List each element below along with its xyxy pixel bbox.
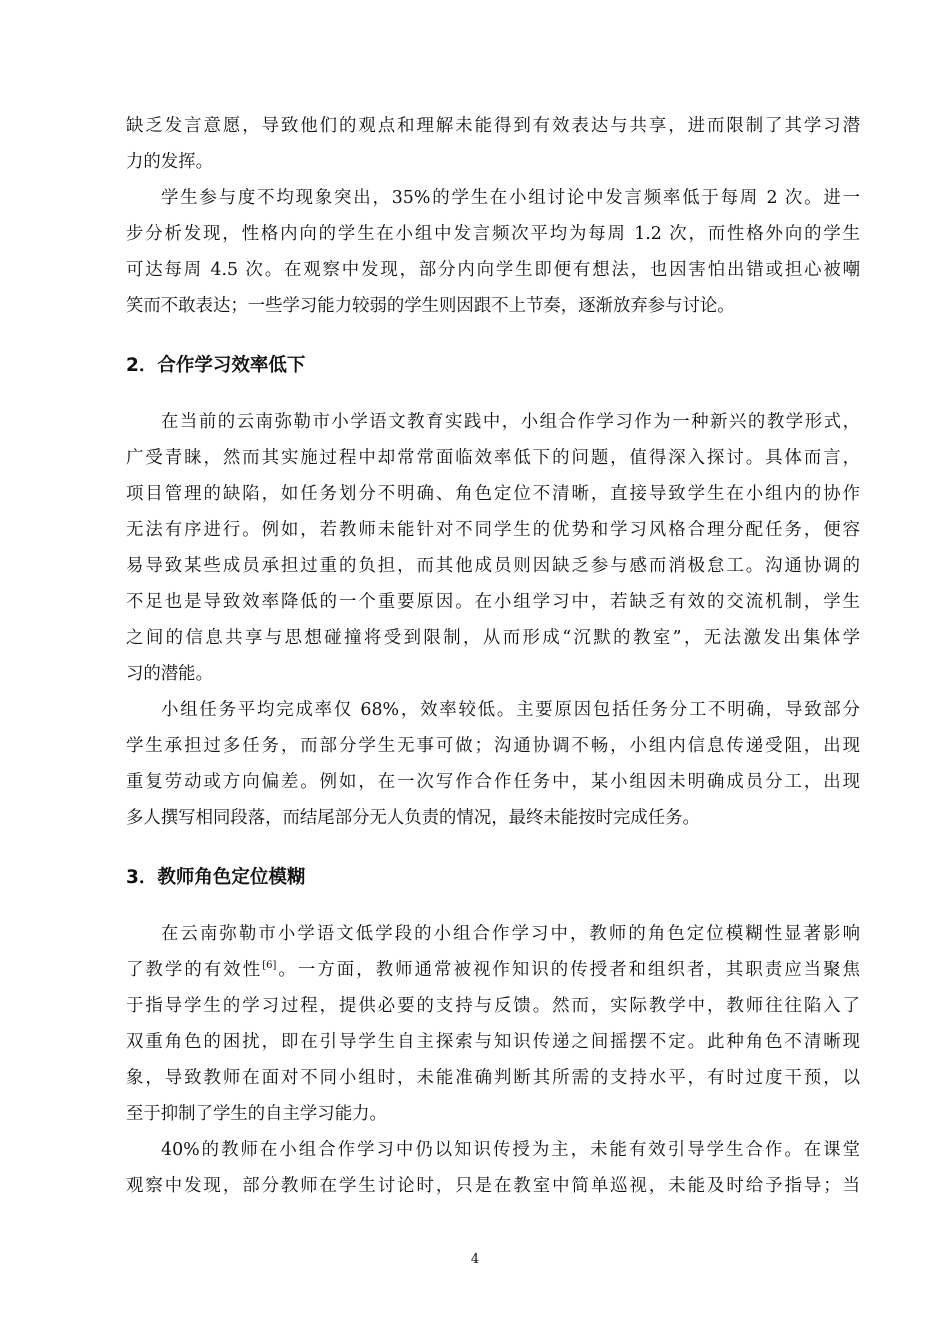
text-line: 40%的教师在小组合作学习中仍以知识传授为主，未能有效引导学生合作。在课堂 [161,1140,860,1160]
paragraph-intro-continuation [126,108,860,180]
text-line: 观察中发现，部分教师在学生讨论时，只是在教室中简单巡视，未能及时给予指导；当 [126,1176,860,1196]
paragraph-section3-1 [126,916,860,1132]
text-line: 双重角色的困扰，即在引导学生自主探索与知识传递之间摇摆不定。此种角色不清晰现 [126,1032,860,1052]
page-number: 4 [470,1252,480,1267]
citation-reference: [6] [262,960,277,971]
text-line: 笑而不敢表达；一些学习能力较弱的学生则因跟不上节奏，逐渐放弃参与讨论。 [126,296,735,316]
text-line: 学生参与度不均现象突出，35%的学生在小组讨论中发言频率低于每周 2 次。进一 [161,188,860,208]
text-line: 多人撰写相同段落，而结尾部分无人负责的情况，最终未能按时完成任务。 [126,808,700,828]
text-segment: 。一方面，教师通常被视作知识的传授者和组织者，其职责应当聚焦 [276,960,860,980]
document-body [126,108,860,1204]
section-heading: 3．教师角色定位模糊 [126,867,306,888]
text-line: 不足也是导致效率降低的一个重要原因。在小组学习中，若缺乏有效的交流机制，学生 [126,592,860,612]
text-line: 易导致某些成员承担过重的负担，而其他成员则因缺乏参与感而消极怠工。沟通协调的 [126,556,860,576]
section-heading: 2．合作学习效率低下 [126,355,306,376]
text-line: 象，导致教师在面对不同小组时，未能准确判断其所需的支持水平，有时过度干预，以 [126,1068,860,1088]
paragraph-participation [126,180,860,324]
text-line: 可达每周 4.5 次。在观察中发现，部分内向学生即便有想法，也因害怕出错或担心被嘲 [126,260,860,280]
text-line: 重复劳动或方向偏差。例如，在一次写作合作任务中，某小组因未明确成员分工，出现 [126,772,860,792]
text-line: 习的潜能。 [126,664,213,684]
text-line: 项目管理的缺陷，如任务划分不明确、角色定位不清晰，直接导致学生在小组内的协作 [126,484,860,504]
text-line: 无法有序进行。例如，若教师未能针对不同学生的优势和学习风格合理分配任务，便容 [126,520,860,540]
text-line: 小组任务平均完成率仅 68%，效率较低。主要原因包括任务分工不明确，导致部分 [161,700,860,720]
text-line: 力的发挥。 [126,152,213,172]
text-line: 之间的信息共享与思想碰撞将受到限制，从而形成“沉默的教室”，无法激发出集体学 [126,628,860,648]
paragraph-section2-1 [126,404,860,692]
text-line: 在云南弥勒市小学语文低学段的小组合作学习中，教师的角色定位模糊性显著影响 [161,924,860,944]
text-line: 广受青睐，然而其实施过程中却常常面临效率低下的问题，值得深入探讨。具体而言， [126,448,860,468]
text-segment: 了教学的有效性 [126,960,263,980]
text-line: 步分析发现，性格内向的学生在小组中发言频次平均为每周 1.2 次，而性格外向的学生 [126,224,860,244]
text-line: 于指导学生的学习过程，提供必要的支持与反馈。然而，实际教学中，教师往往陷入了 [126,996,860,1016]
text-line: 学生承担过多任务，而部分学生无事可做；沟通协调不畅，小组内信息传递受阻，出现 [126,736,860,756]
paragraph-section2-2 [126,692,860,836]
paragraph-section3-2 [126,1132,860,1204]
text-line: 至于抑制了学生的自主学习能力。 [126,1104,387,1124]
text-line: 在当前的云南弥勒市小学语文教育实践中，小组合作学习作为一种新兴的教学形式， [161,412,860,432]
text-line [126,952,860,988]
text-line: 缺乏发言意愿，导致他们的观点和理解未能得到有效表达与共享，进而限制了其学习潜 [126,116,860,136]
